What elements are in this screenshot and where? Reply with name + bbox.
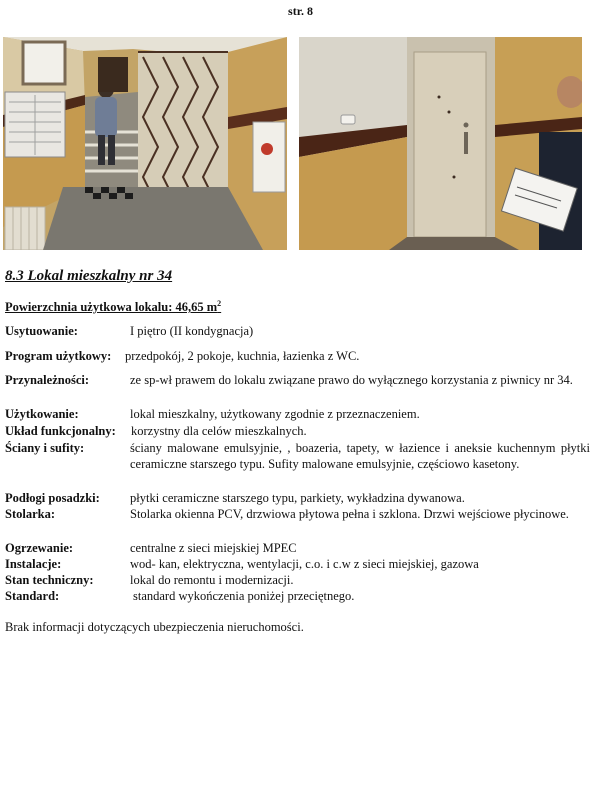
usable-area-line	[5, 299, 221, 315]
detail-label: Użytkowanie:	[5, 407, 79, 421]
detail-value: płytki ceramiczne starszego typu, parkiety, wykładzina dywanowa.	[130, 491, 465, 505]
detail-label: Ściany i sufity:	[5, 441, 85, 455]
detail-row-layout	[5, 423, 595, 439]
detail-row-walls-ceilings	[5, 440, 595, 490]
detail-label: Instalacje:	[5, 557, 62, 571]
area-unit-exponent: 2	[217, 299, 222, 308]
detail-row-standard	[5, 588, 595, 604]
detail-label: Stolarka:	[5, 507, 55, 521]
detail-value: lokal mieszkalny, użytkowany zgodnie z przeznaczeniem.	[130, 407, 420, 421]
detail-row-heating	[5, 540, 595, 556]
detail-label: Przynależności:	[5, 373, 90, 387]
detail-label: Usytuowanie:	[5, 324, 78, 338]
detail-label: Stan techniczny:	[5, 573, 94, 587]
detail-value: ze sp-wł prawem do lokalu związane prawo do wyłącznego korzystania z piwnicy nr 34.	[130, 373, 573, 387]
detail-value: ściany malowane emulsyjnie, , boazeria, tapety, w łazience i aneksie kuchennym płytki ceramiczne starszego typu. Sufity malowane emulsyjnie, częściowo kasetony.	[130, 441, 590, 471]
detail-value: korzystny dla celów mieszkalnych.	[131, 424, 307, 438]
insurance-note: Brak informacji dotyczących ubezpieczenia nieruchomości.	[5, 620, 304, 634]
detail-value: lokal do remontu i modernizacji.	[130, 573, 294, 587]
detail-value: przedpokój, 2 pokoje, kuchnia, łazienka z WC.	[125, 349, 360, 363]
detail-row-installations	[5, 556, 595, 572]
detail-row-joinery	[5, 506, 595, 540]
detail-label: Program użytkowy:	[5, 349, 112, 363]
usable-area-text: Powierzchnia użytkowa lokalu: 46,65 m	[5, 300, 218, 315]
detail-row-location	[5, 323, 595, 339]
detail-row-appurtenances	[5, 372, 595, 406]
detail-value: Stolarka okienna PCV, drzwiowa płytowa pełna i szklona. Drzwi wejściowe płycinowe.	[130, 507, 569, 521]
detail-row-program	[5, 348, 595, 364]
page-number: str. 8	[288, 4, 313, 18]
detail-value: I piętro (II kondygnacja)	[130, 324, 254, 338]
detail-label: Ogrzewanie:	[5, 541, 74, 555]
detail-row-usage	[5, 406, 595, 422]
detail-row-floors	[5, 490, 595, 506]
detail-value: centralne z sieci miejskiej MPEC	[130, 541, 297, 555]
detail-label: Podłogi posadzki:	[5, 491, 100, 505]
detail-label: Układ funkcjonalny:	[5, 424, 116, 438]
section-heading: 8.3 Lokal mieszkalny nr 34	[5, 268, 173, 284]
staircase-photo	[3, 37, 287, 250]
detail-value: standard wykończenia poniżej przeciętnego.	[133, 589, 355, 603]
detail-label: Standard:	[5, 589, 60, 603]
detail-row-technical-condition	[5, 572, 595, 588]
apartment-door-photo	[299, 37, 582, 250]
detail-value: wod- kan, elektryczna, wentylacji, c.o. i c.w z sieci miejskiej, gazowa	[130, 557, 479, 571]
